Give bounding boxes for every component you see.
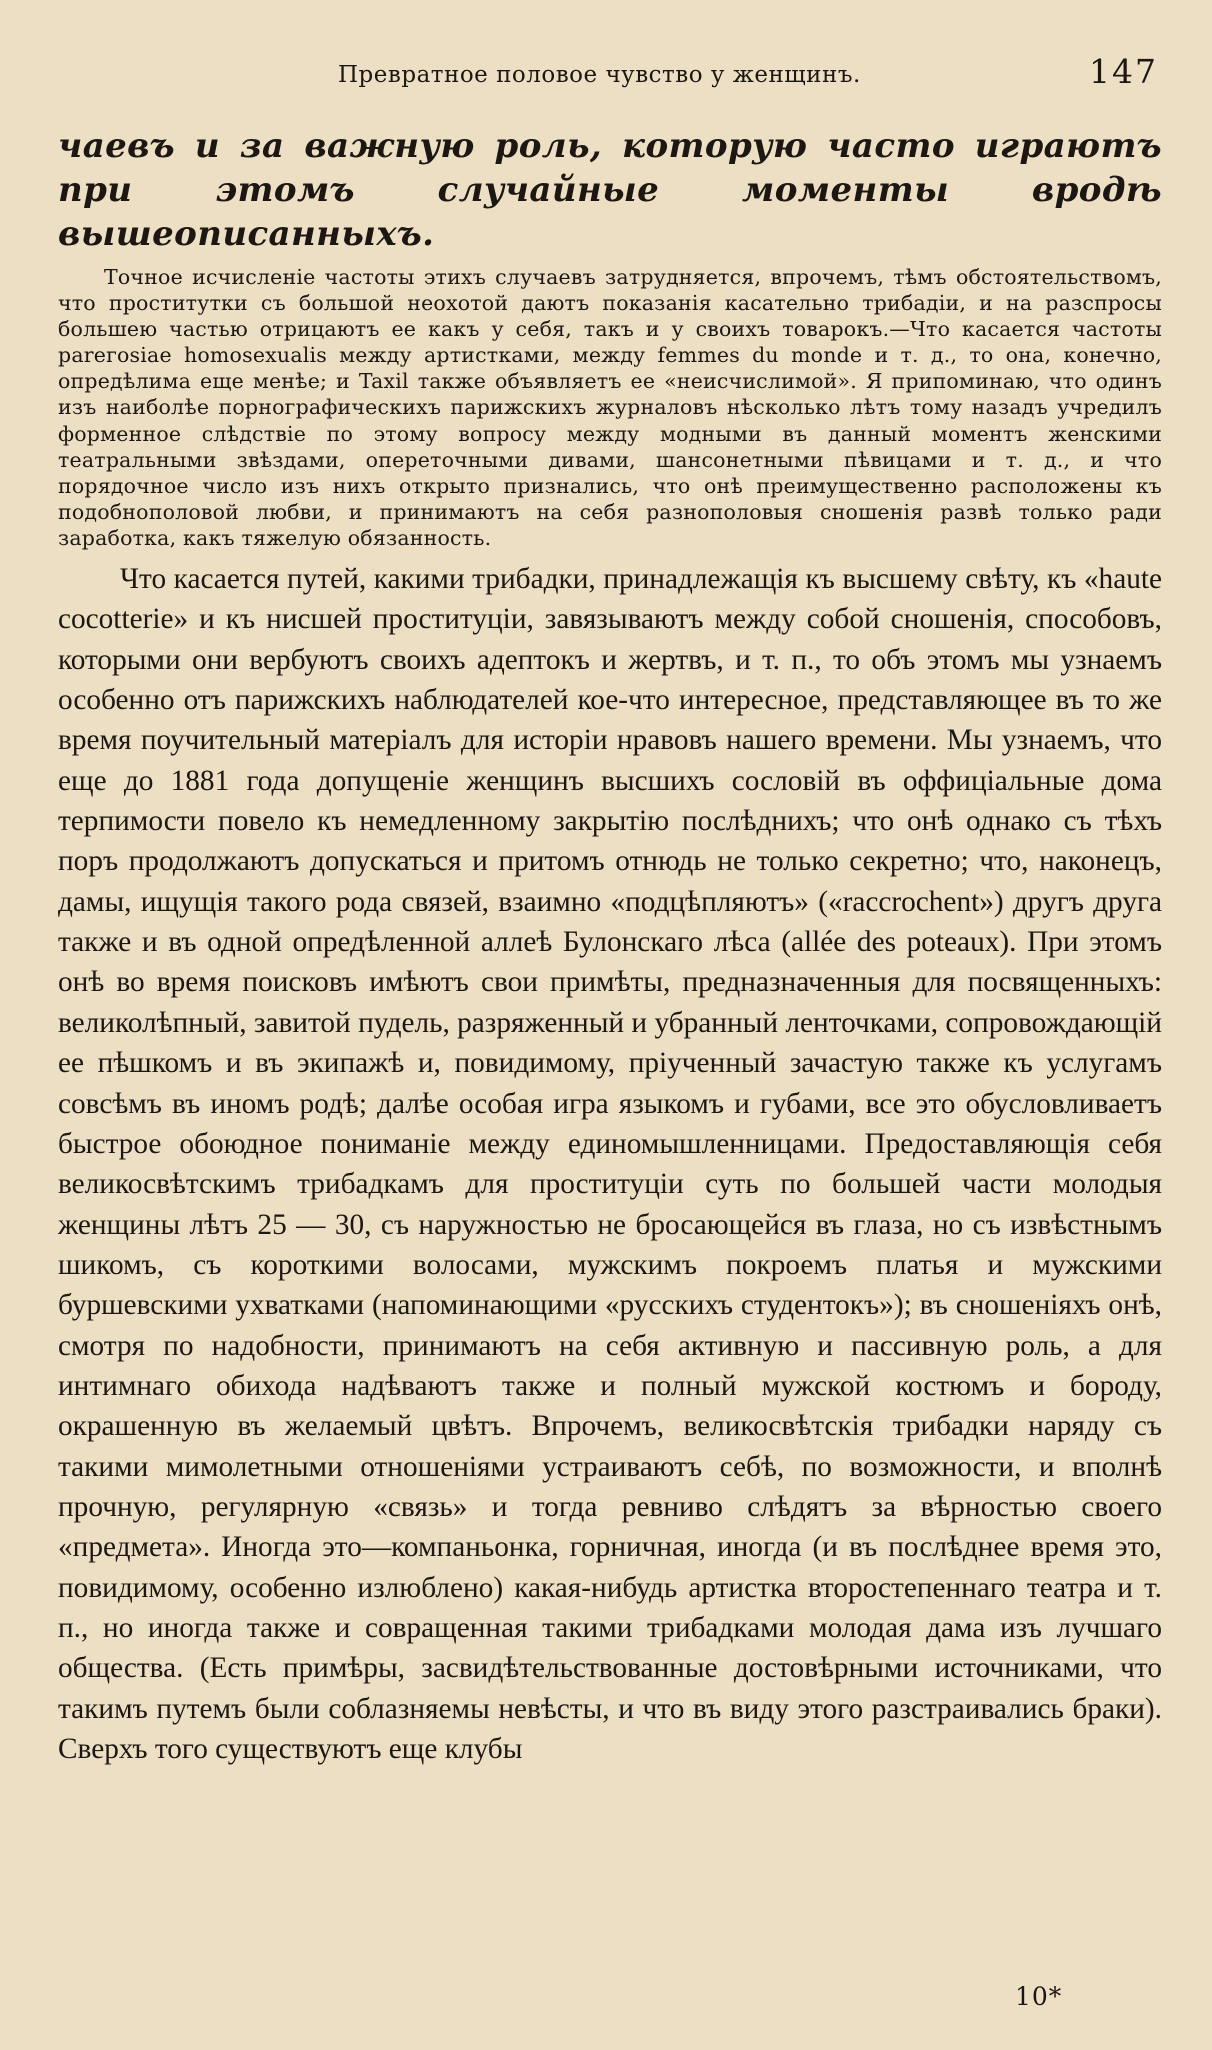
body-paragraph: Что касается путей, какими трибадки, принадлежащія къ высшему свѣту, къ «haute cocotterie» и къ нисшей проституціи, завязываютъ между собой сношенія, способовъ, которыми они вербуютъ своихъ адептокъ и жертвъ, и т. п., то объ этомъ мы узнаемъ особенно отъ парижскихъ наблюдателей кое-что интересное, представляющее въ то же время поучительный матеріалъ для исторіи нравовъ нашего времени. Мы узнаемъ, что еще до 1881 года допущеніе женщинъ высшихъ сословій въ оффиціальные дома терпимости повело къ немедленному закрытію послѣднихъ; что онѣ однако съ тѣхъ поръ продолжаютъ допускаться и притомъ отнюдь не только секретно; что, наконецъ, дамы, ищущія такого рода связей, взаимно «подцѣпляютъ» («raccrochent») другъ друга также и въ одной опредѣленной аллеѣ Булонскаго лѣса (allée des poteaux). При этомъ онѣ во время поисковъ имѣютъ свои примѣты, предназначенныя для посвященныхъ: великолѣпный, завитой пудель, разряженный и убранный ленточками, сопровождающій ее пѣшкомъ и въ экипажѣ и, повидимому, пріученный зачастую также къ услугамъ совсѣмъ въ иномъ родѣ; далѣе особая игра языкомъ и губами, все это обусловливаетъ быстрое обоюдное пониманіе между единомышленницами. Предоставляющія себя великосвѣтскимъ трибадкамъ для проституціи суть по большей части молодыя женщины лѣтъ 25 — 30, съ наружностью не бросающейся въ глаза, но съ извѣстнымъ шикомъ, съ короткими волосами, мужскимъ покроемъ платья и мужскими буршевскими ухватками (напоминающими «русскихъ студентокъ»); въ сношеніяхъ онѣ, смотря по надобности, принимаютъ на себя активную и пассивную роль, а для интимнаго обихода надѣваютъ также и полный мужской костюмъ и бороду, окрашенную въ желаемый цвѣтъ. Впрочемъ, великосвѣтскія трибадки наряду съ такими мимолетными отношеніями устраиваютъ себѣ, по возможности, и вполнѣ прочную, регулярную «связь» и тогда ревниво слѣдятъ за вѣрностью своего «предмета». Иногда это—компаньонка, горничная, иногда (и въ послѣднее время это, повидимому, особенно излюблено) какая-нибудь артистка второстепеннаго театра и т. п., но иногда также и совращенная такими трибадками молодая дама изъ лучшаго общества. (Есть примѣры, засвидѣтельствованные достовѣрными источниками, что такимъ путемъ были соблазняемы невѣсты, и что въ виду этого разстраивались браки). Сверхъ того существуютъ еще клубы: [58, 563, 1162, 1765]
italic-lead-paragraph: чаевъ и за важную роль, которую часто играютъ при этомъ случайные моменты вродѣ вышеописанныхъ.: [58, 126, 1162, 254]
page-header: [58, 50, 1162, 100]
running-title: Превратное половое чувство у женщинъ.: [338, 62, 861, 88]
footnote-paragraph: Точное исчисленіе частоты этихъ случаевъ затрудняется, впрочемъ, тѣмъ обстоятельствомъ, что проститутки съ большой неохотой даютъ показанія касательно трибадіи, и на разспросы большею частью отрицаютъ ее какъ у себя, такъ и у своихъ товарокъ.—Что касается частоты pareгоsiae homosexualis между артистками, между femmes du monde и т. д., то она, конечно, опредѣлима еще менѣе; и Taxil также объявляетъ ее «неисчислимой». Я припоминаю, что одинъ изъ наиболѣе порнографическихъ парижскихъ журналовъ нѣсколько лѣтъ тому назадъ учредилъ форменное слѣдствіе по этому вопросу между модными въ данный моментъ женскими театральными звѣздами, опереточными дивами, шансонетными пѣвицами и т. д., и что порядочное число изъ нихъ открыто признались, что онѣ преимущественно расположены къ подобнополовой любви, и принимаютъ на себя разнополовыя сношенія развѣ только ради заработка, какъ тяжелую обязанность.: [58, 265, 1162, 550]
page-number: 147: [1089, 52, 1158, 91]
signature-mark: 10*: [1015, 1982, 1063, 2011]
